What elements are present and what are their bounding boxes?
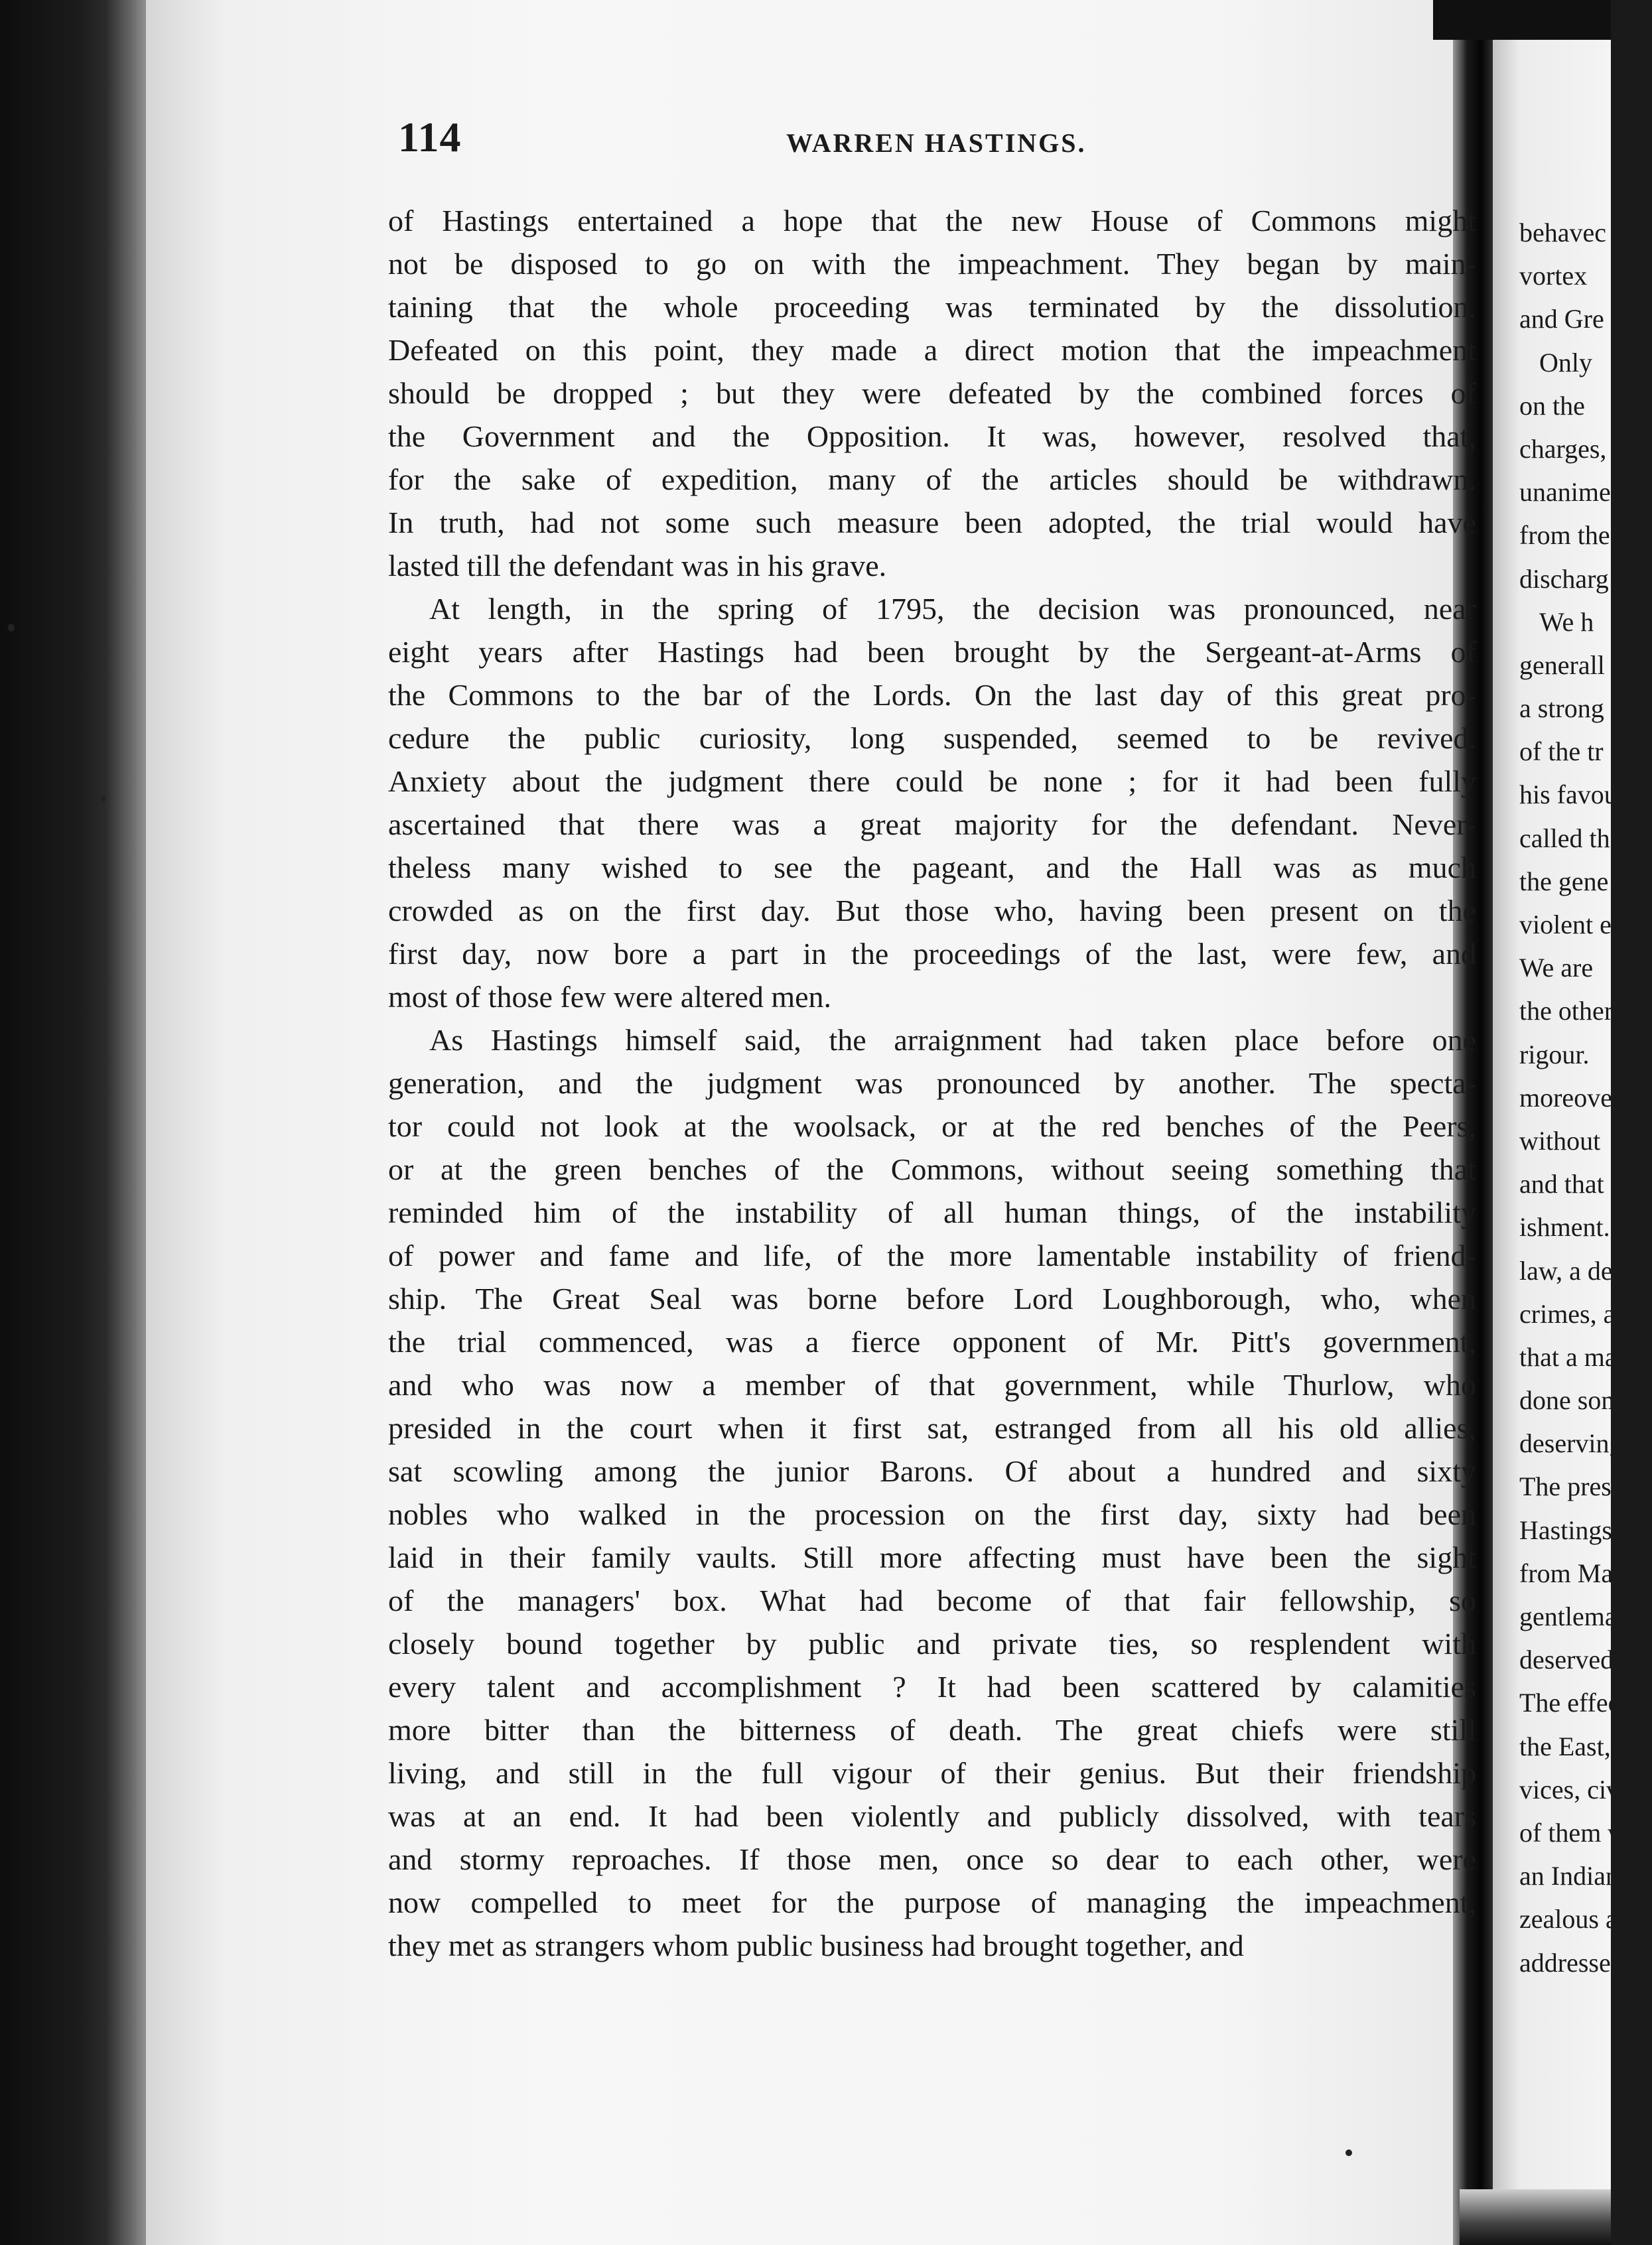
facing-page-line: from the (1519, 520, 1610, 551)
facing-page-line: from Mad (1519, 1558, 1627, 1588)
text-line: nobles who walked in the procession on the first day, sixty had been (388, 1497, 1476, 1531)
text-line: for the sake of expedition, many of the articles should be withdrawn. (388, 462, 1476, 496)
facing-page-line: generall (1519, 649, 1605, 680)
text-line: of Hastings entertained a hope that the new House of Commons might (388, 204, 1476, 238)
page-header (398, 113, 1433, 172)
text-line: Defeated on this point, they made a direct motion that the impeachment (388, 333, 1476, 367)
facing-page-line: Hastings (1519, 1515, 1612, 1545)
facing-page-line: moreover (1519, 1082, 1621, 1113)
facing-page-line: The pres (1519, 1471, 1612, 1502)
text-line: cedure the public curiosity, long suspended, seemed to be revived. (388, 721, 1476, 755)
text-line: they met as strangers whom public business had brought together, and (388, 1929, 1244, 1962)
text-line: crowded as on the first day. But those who, having been present on the (388, 894, 1476, 927)
facing-page-line: deserving (1519, 1428, 1623, 1459)
text-line: taining that the whole proceeding was terminated by the dissolution. (388, 290, 1476, 324)
text-line: In truth, had not some such measure been adopted, the trial would have (388, 506, 1476, 539)
facing-page-line: a strong (1519, 693, 1604, 724)
facing-page-line: gentleman (1519, 1601, 1630, 1631)
text-line: As Hastings himself said, the arraignment had taken place before one (429, 1023, 1476, 1057)
facing-page-line: an Indian (1519, 1861, 1619, 1891)
facing-page-line: and Gre (1519, 304, 1604, 334)
text-line: not be disposed to go on with the impeachment. They began by main- (388, 247, 1476, 281)
text-line: generation, and the judgment was pronounced by another. The specta- (388, 1066, 1476, 1100)
text-line: and stormy reproaches. If those men, once so dear to each other, were (388, 1842, 1476, 1876)
facing-page-line: violent e (1519, 910, 1612, 939)
text-line: now compelled to meet for the purpose of managing the impeachment, (388, 1885, 1476, 1919)
facing-page-line: vices, civi (1519, 1774, 1627, 1804)
text-line: should be dropped ; but they were defeated by the combined forces of (388, 376, 1476, 410)
text-line: first day, now bore a part in the proceedings of the last, were few, and (388, 937, 1476, 971)
facing-page-line: of them w (1519, 1817, 1627, 1848)
page-number: 114 (398, 113, 462, 161)
facing-page-line: vortex (1519, 261, 1588, 291)
text-line: reminded him of the instability of all human things, of the instability (388, 1195, 1476, 1229)
facing-page-line: and that (1519, 1169, 1604, 1199)
text-line: more bitter than the bitterness of death. The great chiefs were still (388, 1713, 1476, 1747)
running-head: WARREN HASTINGS. (786, 128, 1087, 158)
facing-page-line: behavec (1519, 218, 1607, 247)
facing-page-line: on the (1519, 390, 1585, 421)
text-line: presided in the court when it first sat, estranged from all his old allies, (388, 1411, 1476, 1445)
paragraph (388, 1018, 1476, 1967)
text-line: eight years after Hastings had been brought by the Sergeant-at-Arms of (388, 635, 1476, 669)
text-line: every talent and accomplishment ? It had been scattered by calamities (388, 1670, 1476, 1704)
text-line: ship. The Great Seal was borne before Lord Loughborough, who, when (388, 1282, 1476, 1316)
top-right-scan-border (1433, 0, 1611, 40)
facing-page-line: unanime (1519, 477, 1611, 508)
text-line: lasted till the defendant was in his grave. (388, 549, 887, 582)
facing-page-line: the other (1519, 996, 1614, 1026)
facing-page-line: zealous a (1519, 1904, 1618, 1935)
facing-page-line: of the tr (1519, 736, 1604, 767)
text-line: was at an end. It had been violently and publicly dissolved, with tears (388, 1799, 1476, 1833)
text-line: and who was now a member of that government, while Thurlow, who (388, 1368, 1476, 1402)
text-line: or at the green benches of the Commons, without seeing something that (388, 1152, 1476, 1186)
facing-page-line: We h (1539, 606, 1594, 637)
facing-page-line: crimes, a (1519, 1298, 1616, 1329)
facing-page-line: discharg (1519, 563, 1609, 594)
text-line: the Commons to the bar of the Lords. On the last day of this great pro- (388, 678, 1476, 712)
text-line: sat scowling among the junior Barons. Of about a hundred and sixty (388, 1454, 1476, 1488)
facing-page-line: done som (1519, 1385, 1622, 1416)
facing-page-line: addresses (1519, 1947, 1621, 1978)
facing-page-text (1519, 211, 1652, 1984)
text-line: laid in their family vaults. Still more affecting must have been the sight (388, 1540, 1476, 1574)
text-line: Anxiety about the judgment there could be none ; for it had been fully (388, 764, 1476, 798)
facing-page-line: the East, (1519, 1731, 1611, 1761)
bottom-right-scan-border (1460, 2189, 1611, 2245)
body-text (388, 199, 1476, 1967)
facing-page-line: We are (1519, 953, 1594, 983)
facing-page-line: charges, (1519, 433, 1607, 464)
text-line: At length, in the spring of 1795, the decision was pronounced, near (429, 592, 1476, 626)
facing-page-line: law, a de (1519, 1255, 1613, 1286)
facing-page-line: deserved (1519, 1645, 1614, 1675)
text-line: closely bound together by public and private ties, so resplendent with (388, 1627, 1476, 1661)
scan-speck (8, 624, 15, 632)
text-line: of the managers' box. What had become of that fair fellowship, so (388, 1584, 1476, 1617)
scan-speck (101, 796, 106, 801)
facing-page-line: his favou (1519, 780, 1618, 810)
facing-page-line: called th (1519, 823, 1610, 853)
facing-page-line: rigour. (1519, 1039, 1590, 1069)
text-line: most of those few were altered men. (388, 980, 832, 1014)
scan-speck (1345, 2149, 1352, 2156)
text-line: ascertained that there was a great majority for the defendant. Never- (388, 807, 1476, 841)
facing-page-line: The effect (1519, 1688, 1627, 1718)
facing-page-line: ishment. (1519, 1212, 1610, 1243)
facing-page-line: without (1519, 1125, 1601, 1156)
text-line: theless many wished to see the pageant, and the Hall was as much (388, 850, 1476, 884)
text-line: the Government and the Opposition. It was, however, resolved that, (388, 419, 1476, 453)
text-line: the trial commenced, was a fierce opponent of Mr. Pitt's government, (388, 1325, 1476, 1359)
text-line: tor could not look at the woolsack, or at the red benches of the Peers, (388, 1109, 1476, 1143)
paragraph (388, 199, 1476, 587)
facing-page-line: the gene (1519, 866, 1609, 896)
text-line: of power and fame and life, of the more lamentable instability of friend- (388, 1239, 1476, 1272)
facing-page-line: that a ma (1519, 1341, 1617, 1372)
text-line: living, and still in the full vigour of their genius. But their friendship (388, 1756, 1476, 1790)
facing-page-line: Only (1539, 347, 1592, 377)
paragraph (388, 587, 1476, 1018)
